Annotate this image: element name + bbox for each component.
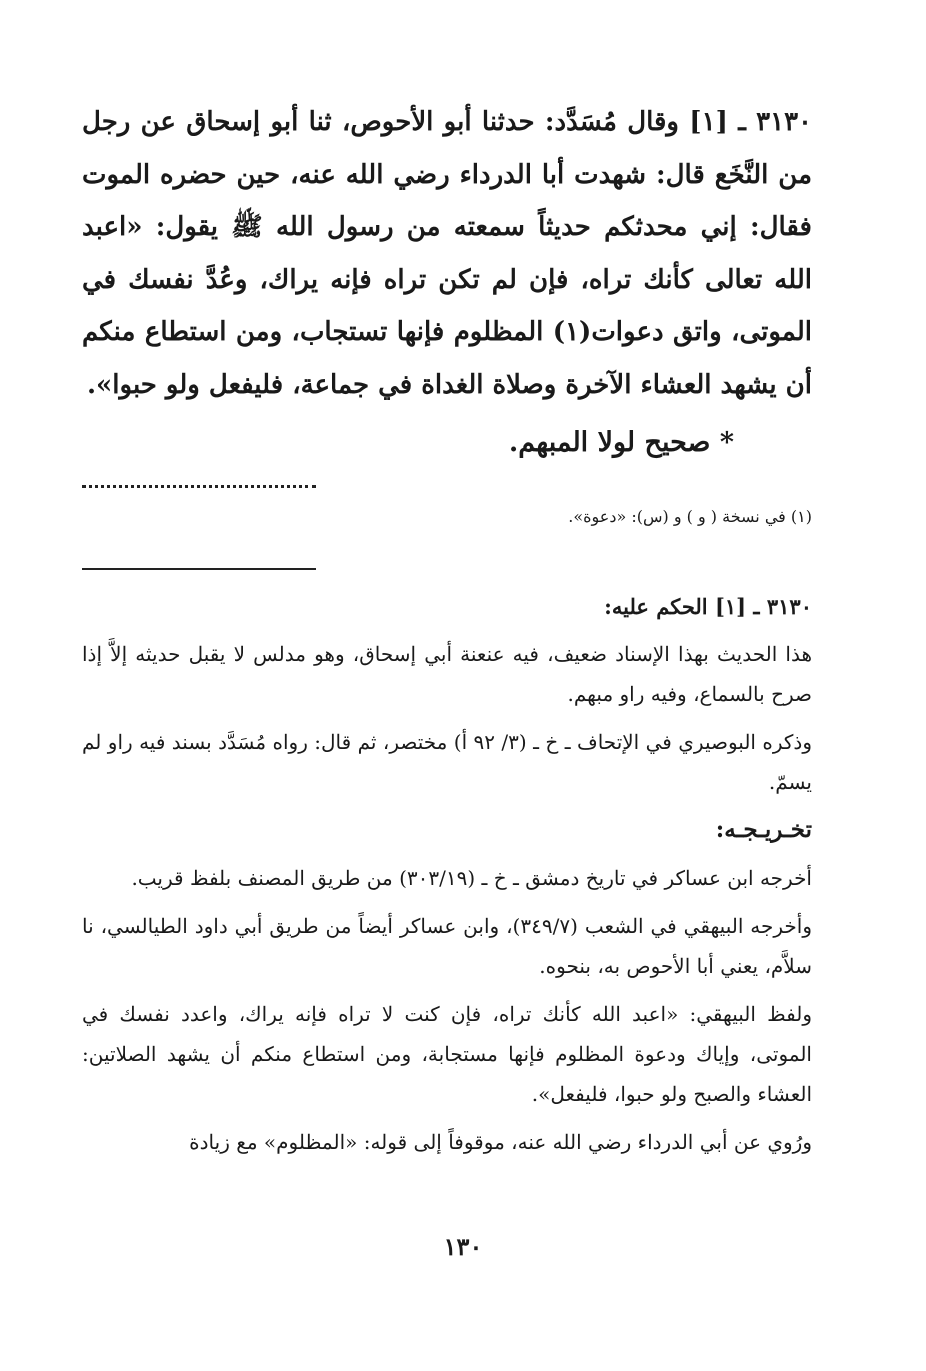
hadith-text: ٣١٣٠ ـ [١] وقال مُسَدَّد: حدثنا أبو الأحوص، ثنا أبو إسحاق عن رجل من النَّخَع قال: شهدت أبا الدرداء رضي الله عنه، حين حضره الموت فقال: إني محدثكم حديثاً سمعته من رسول الله ﷺ يقول: «اعبد الله تعالى كأنك تراه، فإن لم تكن تراه فإنه يراك، وعُدَّ نفسك في الموتى، واتق دعوات(١) المظلوم فإنها تستجاب، ومن استطاع منكم أن يشهد العشاء الآخرة وصلاة الغداة في جماعة، فليفعل ولو حبوا». <box>82 107 812 400</box>
takhrij-paragraph: ولفظ البيهقي: «اعبد الله كأنك تراه، فإن كنت لا تراه فإنه يراك، واعدد نفسك في الموتى، وإياك ودعوة المظلوم فإنها مستجابة، ومن استطاع منكم أن يشهد الصلاتين: العشاء والصبح ولو حبوا، فليفعل». <box>82 1002 812 1106</box>
hadith-grade: * صحيح لولا المبهم. <box>508 427 734 458</box>
takhrij-paragraph: وأخرجه البيهقي في الشعب (٣٤٩/٧)، وابن عساكر أيضاً من طريق أبي داود الطيالسي، نا سلاَّم، يعني أبا الأحوص به، بنحوه. <box>82 914 812 978</box>
ruling-paragraph: هذا الحديث بهذا الإسناد ضعيف، فيه عنعنة أبي إسحاق، وهو مدلس لا يقبل حديثه إلاَّ إذا صرح بالسماع، وفيه راو مبهم. <box>82 642 812 706</box>
takhrij-paragraph: ورُوي عن أبي الدرداء رضي الله عنه، موقوفاً إلى قوله: «المظلوم» مع زيادة <box>189 1130 812 1154</box>
takhrij-heading: تخـريـجـه: <box>715 816 812 843</box>
section-divider <box>82 568 316 570</box>
footnote: (١) في نسخة ( و ) و (س): «دعوة». <box>568 507 812 526</box>
page-body <box>82 96 812 1162</box>
footnote-separator <box>82 485 316 488</box>
ruling-heading: ٣١٣٠ ـ [١] الحكم عليه: <box>604 594 812 619</box>
ruling-paragraph: وذكره البوصيري في الإتحاف ـ خ ـ (٣/ ٩٢ أ) مختصر، ثم قال: رواه مُسَدَّد بسند فيه راو لم يسمّ. <box>82 730 812 794</box>
page-number: ١٣٠ <box>443 1232 483 1261</box>
takhrij-paragraph: أخرجه ابن عساكر في تاريخ دمشق ـ خ ـ (٣٠٣/١٩) من طريق المصنف بلفظ قريب. <box>131 866 812 890</box>
